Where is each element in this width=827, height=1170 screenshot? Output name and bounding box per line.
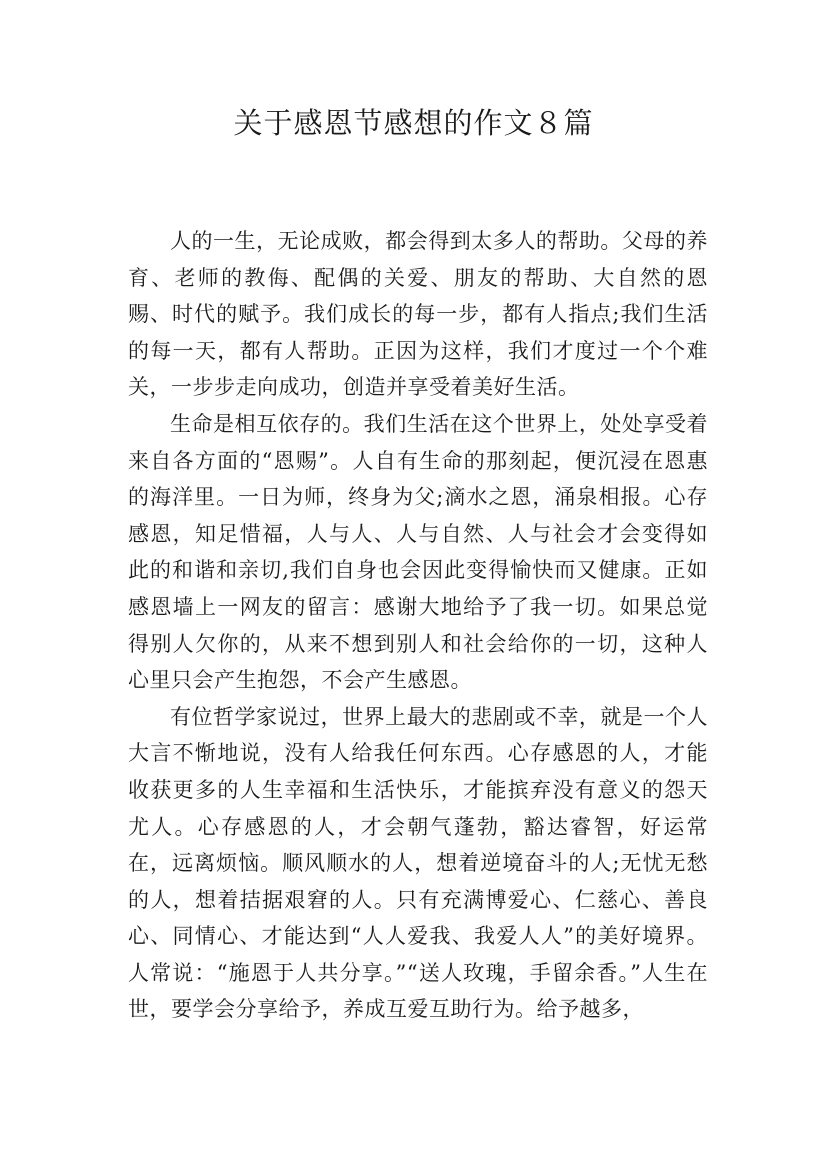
document-title: 关于感恩节感想的作文８篇 [233, 106, 594, 140]
document-body [128, 223, 708, 1028]
paragraph-3: 有位哲学家说过，世界上最大的悲剧或不幸，就是一个人大言不惭地说，没有人给我任何东西。心存感恩的人，才能收获更多的人生幸福和生活快乐，才能摈弃没有意义的怨天尤人。心存感恩的人，才会朝气蓬勃，豁达睿智，好运常在，远离烦恼。顺风顺水的人，想着逆境奋斗的人;无忧无愁的人，想着拮据艰窘的人。只有充满博爱心、仁慈心、善良心、同情心、才能达到“人人爱我、我爱人人”的美好境界。人常说：“施恩于人共分享。”“送人玫瑰，手留余香。”人生在世，要学会分享给予，养成互爱互助行为。给予越多， [128, 704, 708, 1022]
paragraph-1: 人的一生，无论成败，都会得到太多人的帮助。父母的养育、老师的教侮、配偶的关爱、朋友的帮助、大自然的恩赐、时代的赋予。我们成长的每一步，都有人指点;我们生活的每一天，都有人帮助。正因为这样，我们才度过一个个难关，一步步走向成功，创造并享受着美好生活。 [128, 229, 708, 400]
paragraph-2: 生命是相互依存的。我们生活在这个世界上，处处享受着来自各方面的“恩赐”。人自有生命的那刻起，便沉浸在恩惠的海洋里。一日为师，终身为父;滴水之恩，涌泉相报。心存感恩，知足惜福，人与人、人与自然、人与社会才会变得如此的和谐和亲切,我们自身也会因此变得愉快而又健康。正如感恩墙上一网友的留言：感谢大地给予了我一切。如果总觉得别人欠你的，从来不想到别人和社会给你的一切，这种人心里只会产生抱怨，不会产生感恩。 [128, 411, 708, 693]
